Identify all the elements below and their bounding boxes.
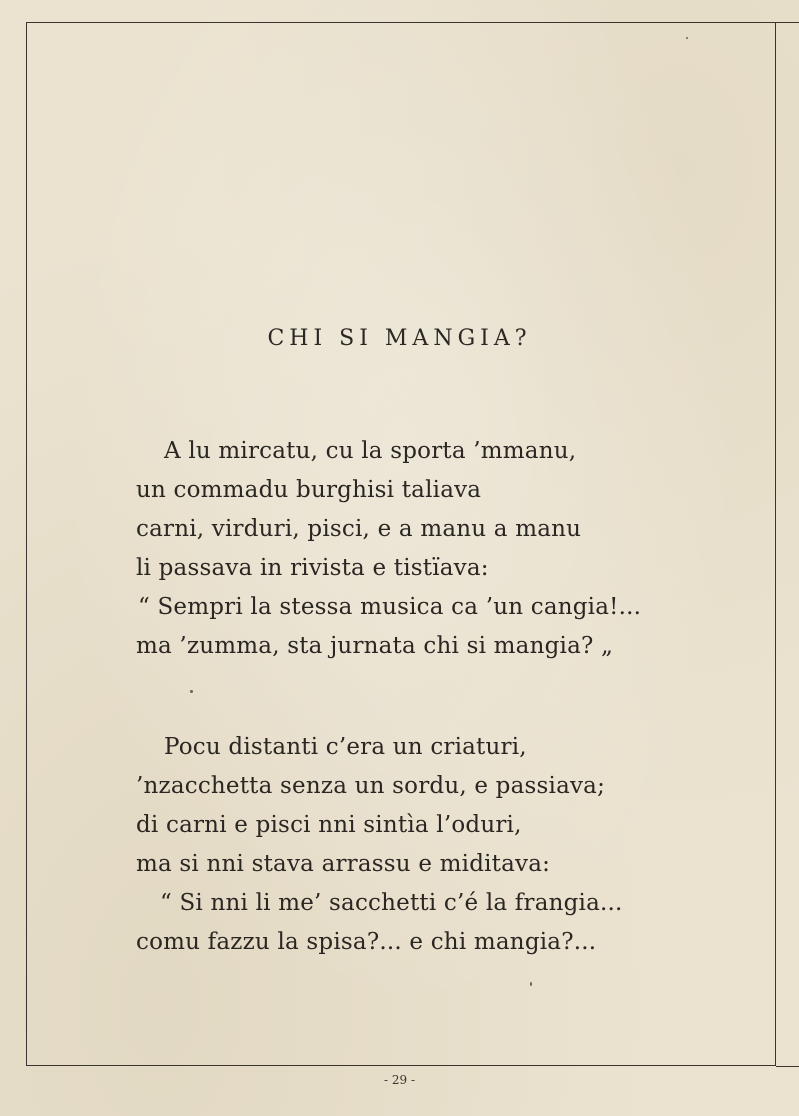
frame-rule-top-extension [776,22,799,23]
poem-line: “ Si nni li me’ sacchetti c’é la frangia... [160,890,623,916]
page-number: - 29 - [383,1073,415,1087]
poem-stanza-1 [136,432,641,666]
poem-line: di carni e pisci nni sintìa l’oduri, [136,812,522,838]
poem-line: “ Sempri la stessa musica ca ’un cangia!... [138,594,642,620]
ink-speck [190,690,193,693]
poem-line: ma si nni stava arrassu e miditava: [136,851,551,877]
frame-rule-bottom-extension [776,1066,799,1067]
poem-line: carni, virduri, pisci, e a manu a manu [136,516,582,542]
poem-title: CHI SI MANGIA? [267,326,532,351]
poem-line: comu fazzu la spisa?... e chi mangia?... [136,929,597,955]
poem-line: un commadu burghisi taliava [136,477,482,503]
ink-speck [530,982,532,986]
poem-line: ’nzacchetta senza un sordu, e passiava; [136,773,606,799]
poem-line: ma ’zumma, sta jurnata chi si mangia? „ [136,633,614,659]
poem-line: li passava in rivista e tistïava: [136,555,489,581]
poem-stanza-2 [136,728,623,962]
ink-speck [686,37,688,39]
poem-line: A lu mircatu, cu la sporta ’mmanu, [164,438,577,464]
poem-line: Pocu distanti c’era un criaturi, [164,734,527,760]
